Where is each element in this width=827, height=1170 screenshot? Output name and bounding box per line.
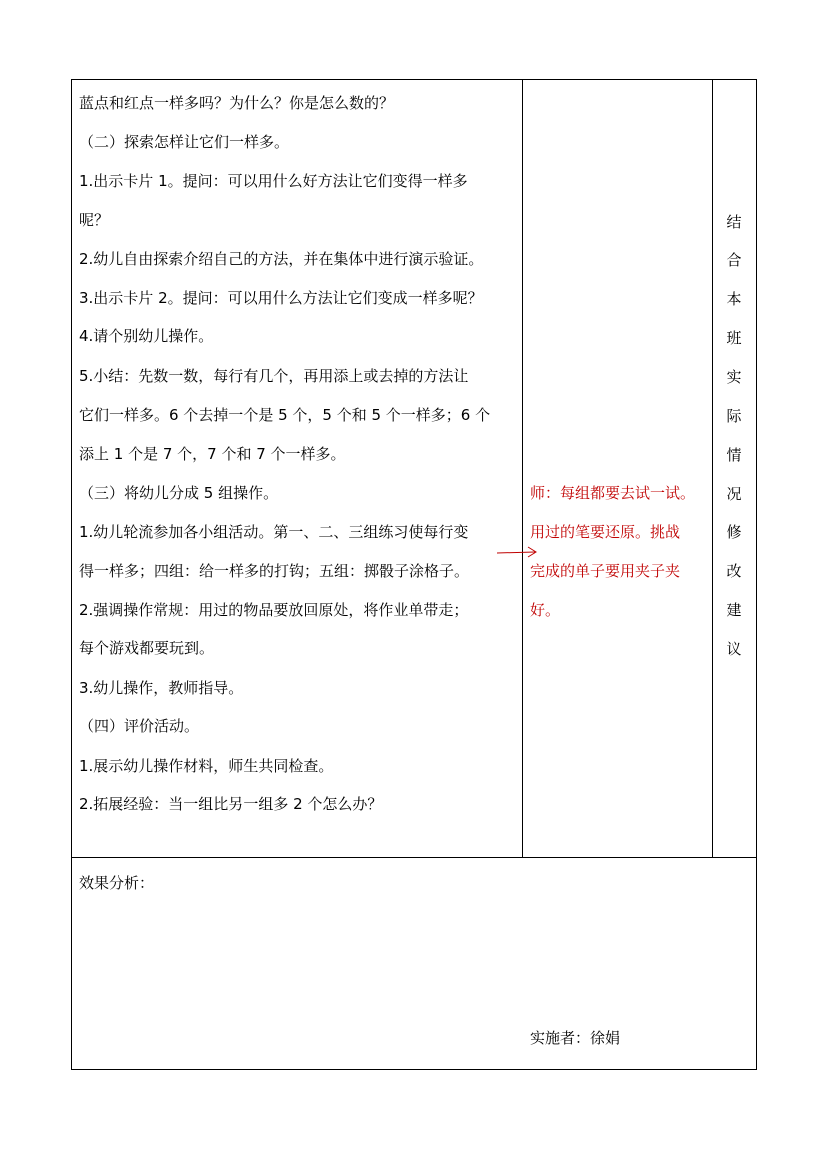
plan-line: 4.请个别幼儿操作。: [79, 327, 214, 345]
plan-line: 3.出示卡片 2。提问：可以用什么方法让它们变成一样多呢？: [79, 289, 483, 307]
side-char: 建: [726, 601, 742, 619]
side-char: 改: [726, 562, 742, 580]
side-char: 际: [726, 407, 742, 425]
plan-line: 3.幼儿操作，教师指导。: [79, 679, 244, 697]
column-divider-2: [712, 79, 713, 858]
plan-line: 1.幼儿轮流参加各小组活动。第一、二、三组练习使每行变: [79, 523, 469, 541]
side-char: 结: [726, 213, 742, 231]
plan-line: 呢？: [79, 211, 110, 229]
annotation-line: 用过的笔要还原。挑战: [530, 523, 681, 541]
side-char: 情: [726, 446, 742, 464]
plan-line: 2.强调操作常规：用过的物品要放回原处，将作业单带走；: [79, 601, 469, 619]
annotation-arrow-icon: [497, 544, 541, 560]
analysis-label: 效果分析：: [79, 874, 155, 892]
plan-line: 5.小结：先数一数，每行有几个，再用添上或去掉的方法让: [79, 367, 469, 385]
table-border-right: [756, 79, 757, 1070]
table-border-left: [71, 79, 72, 1070]
plan-line: 2.幼儿自由探索介绍自己的方法，并在集体中进行演示验证。: [79, 250, 484, 268]
side-char: 实: [726, 368, 742, 386]
plan-line: （三）将幼儿分成 5 组操作。: [79, 484, 279, 502]
side-char: 议: [726, 640, 742, 658]
plan-line: 1.出示卡片 1。提问：可以用什么好方法让它们变得一样多: [79, 172, 468, 190]
table-border-top: [71, 79, 757, 80]
plan-line: 1.展示幼儿操作材料，师生共同检查。: [79, 757, 334, 775]
annotation-line: 师：每组都要去试一试。: [530, 484, 696, 502]
side-char: 合: [726, 251, 742, 269]
annotation-line: 完成的单子要用夹子夹: [530, 562, 681, 580]
side-char: 班: [726, 329, 742, 347]
table-border-bottom: [71, 1069, 757, 1070]
side-char: 况: [726, 485, 742, 503]
plan-line: 蓝点和红点一样多吗？为什么？你是怎么数的？: [79, 94, 395, 112]
plan-line: 每个游戏都要玩到。: [79, 639, 215, 657]
plan-line: 添上 1 个是 7 个，7 个和 7 个一样多。: [79, 445, 346, 463]
plan-line: 它们一样多。6 个去掉一个是 5 个，5 个和 5 个一样多；6 个: [79, 406, 491, 424]
column-divider-1: [522, 79, 523, 858]
side-char: 本: [726, 290, 742, 308]
plan-line: 2.拓展经验：当一组比另一组多 2 个怎么办？: [79, 795, 383, 813]
plan-line: 得一样多；四组：给一样多的打钩；五组：掷骰子涂格子。: [79, 562, 470, 580]
plan-line: （二）探索怎样让它们一样多。: [79, 133, 290, 151]
side-char: 修: [726, 523, 742, 541]
implementer-signature: 实施者：徐娟: [530, 1029, 621, 1047]
annotation-line: 好。: [530, 601, 561, 619]
row-divider: [71, 857, 757, 858]
plan-line: （四）评价活动。: [79, 717, 200, 735]
